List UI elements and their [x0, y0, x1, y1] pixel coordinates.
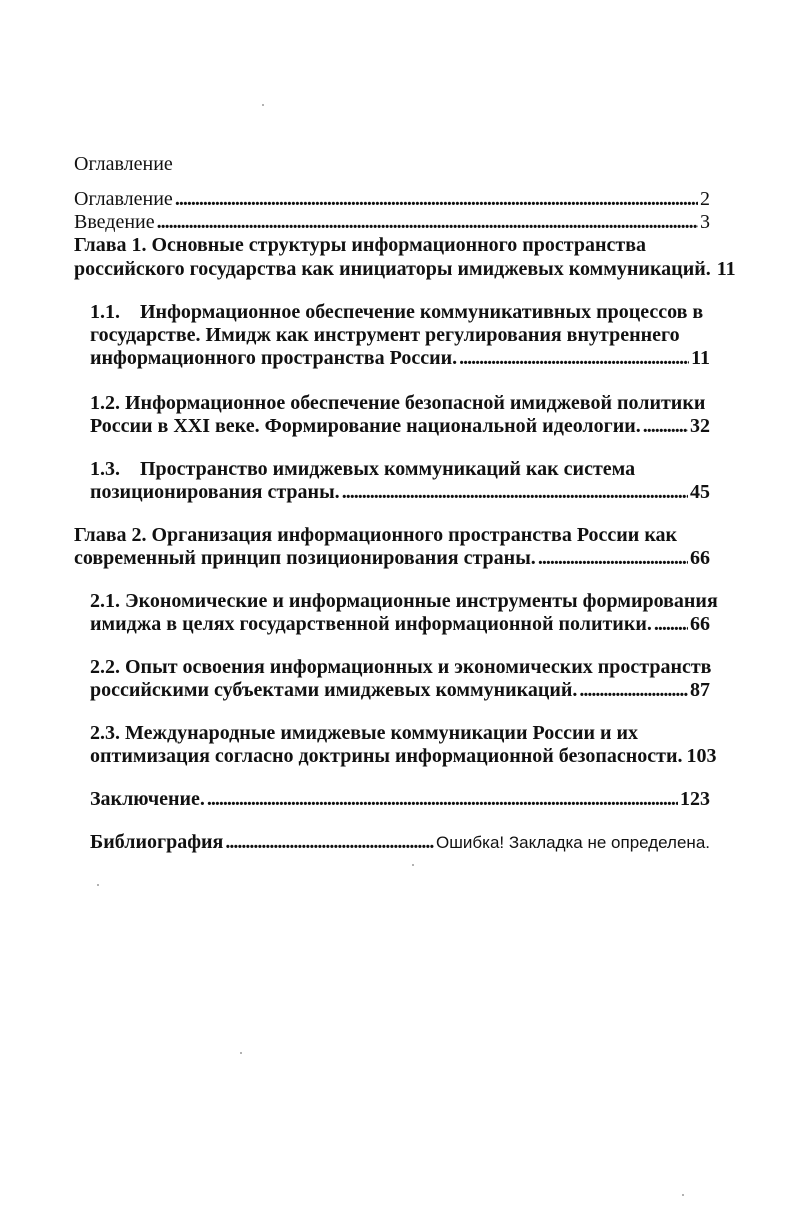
dot-leader: [225, 830, 434, 854]
toc-entry-page: 45: [690, 481, 710, 503]
toc-entry-title: российского государства как инициаторы имиджевых коммуникаций.: [74, 258, 711, 280]
dot-leader: [459, 346, 689, 370]
toc-entry-chapter-2-line2[interactable]: [74, 546, 710, 570]
toc-entry-page: 11: [691, 347, 710, 369]
toc-entry-title: 2.1. Экономические и информационные инструменты формирования: [90, 590, 718, 612]
toc-entry-2-3-line1[interactable]: [90, 721, 638, 745]
toc-entry-title: 2.3. Международные имиджевые коммуникации России и их: [90, 722, 639, 744]
toc-entry-title: оптимизация согласно доктрины информационной безопасности.: [90, 745, 683, 767]
toc-entry-title: Оглавление: [74, 188, 173, 210]
bookmark-error-text: Ошибка! Закладка не определена.: [436, 833, 710, 852]
toc-entry-1-1-line3[interactable]: [90, 346, 710, 370]
toc-entry-chapter-2-line1[interactable]: [74, 523, 677, 547]
dot-leader: [157, 210, 698, 234]
toc-entry-page: 2: [700, 188, 710, 210]
toc-entry-page: 103: [686, 745, 717, 767]
dot-leader: [175, 187, 698, 211]
toc-entry-title: позиционирования страны.: [90, 481, 340, 503]
dot-leader: [579, 678, 688, 702]
toc-entry-title: 1.3. Пространство имиджевых коммуникаций как система: [90, 458, 636, 480]
dot-leader: [538, 546, 688, 570]
toc-entry-title: Глава 1. Основные структуры информационного пространства: [74, 234, 647, 256]
toc-entry-2-1-line1[interactable]: [90, 589, 718, 613]
toc-entry-title: российскими субъектами имиджевых коммуникаций.: [90, 679, 578, 701]
toc-entry-2-2-line1[interactable]: [90, 655, 711, 679]
toc-entry-page: 32: [690, 415, 710, 437]
scan-speck: [262, 104, 264, 106]
toc-entry-page: 11: [716, 258, 736, 280]
toc-entry-2-2-line2[interactable]: [90, 678, 710, 702]
toc-entry-contents[interactable]: [74, 187, 710, 211]
toc-entry-title: государстве. Имидж как инструмент регулирования внутреннего: [90, 324, 680, 346]
dot-leader: [342, 480, 688, 504]
toc-heading: Оглавление: [74, 153, 173, 175]
toc-entry-2-3-line2[interactable]: [90, 744, 717, 768]
toc-entry-1-3-line1[interactable]: [90, 457, 635, 481]
toc-entry-title: информационного пространства России.: [90, 347, 458, 369]
toc-entry-title: России в XXI веке. Формирование национальной идеологии.: [90, 415, 641, 437]
toc-entry-page: 3: [700, 211, 710, 233]
toc-entry-title: современный принцип позиционирования страны.: [74, 547, 536, 569]
toc-entry-page: 66: [690, 613, 710, 635]
toc-entry-chapter-1-line1[interactable]: [74, 233, 646, 257]
toc-entry-title: 1.2. Информационное обеспечение безопасной имиджевой политики: [90, 392, 706, 414]
scan-speck: [240, 1052, 242, 1054]
toc-entry-bibliography[interactable]: [90, 830, 710, 854]
toc-entry-title: Заключение.: [90, 788, 205, 810]
toc-entry-page: 123: [680, 788, 710, 810]
toc-entry-page: 66: [690, 547, 710, 569]
toc-entry-1-1-line1[interactable]: [90, 300, 703, 324]
scan-speck: [97, 884, 99, 886]
dot-leader: [207, 787, 678, 811]
toc-entry-title: Введение: [74, 211, 155, 233]
toc-entry-page: 87: [690, 679, 710, 701]
toc-entry-title: имиджа в целях государственной информационной политики.: [90, 613, 652, 635]
toc-entry-1-3-line2[interactable]: [90, 480, 710, 504]
toc-entry-title: Библиография: [90, 831, 224, 853]
toc-entry-1-2-line1[interactable]: [90, 391, 705, 415]
dot-leader: [654, 612, 688, 636]
toc-entry-1-2-line2[interactable]: [90, 414, 710, 438]
toc-entry-conclusion[interactable]: [90, 787, 710, 811]
scan-speck: [412, 864, 414, 866]
toc-entry-title: Глава 2. Организация информационного пространства России как: [74, 524, 678, 546]
toc-entry-title: 2.2. Опыт освоения информационных и экономических пространств: [90, 656, 712, 678]
toc-entry-2-1-line2[interactable]: [90, 612, 710, 636]
scan-speck: [682, 1194, 684, 1196]
toc-entry-1-1-line2[interactable]: [90, 323, 680, 347]
toc-entry-chapter-1-line2[interactable]: [74, 257, 736, 281]
toc-entry-introduction[interactable]: [74, 210, 710, 234]
toc-entry-title: 1.1. Информационное обеспечение коммуникативных процессов в: [90, 301, 704, 323]
dot-leader: [643, 414, 688, 438]
